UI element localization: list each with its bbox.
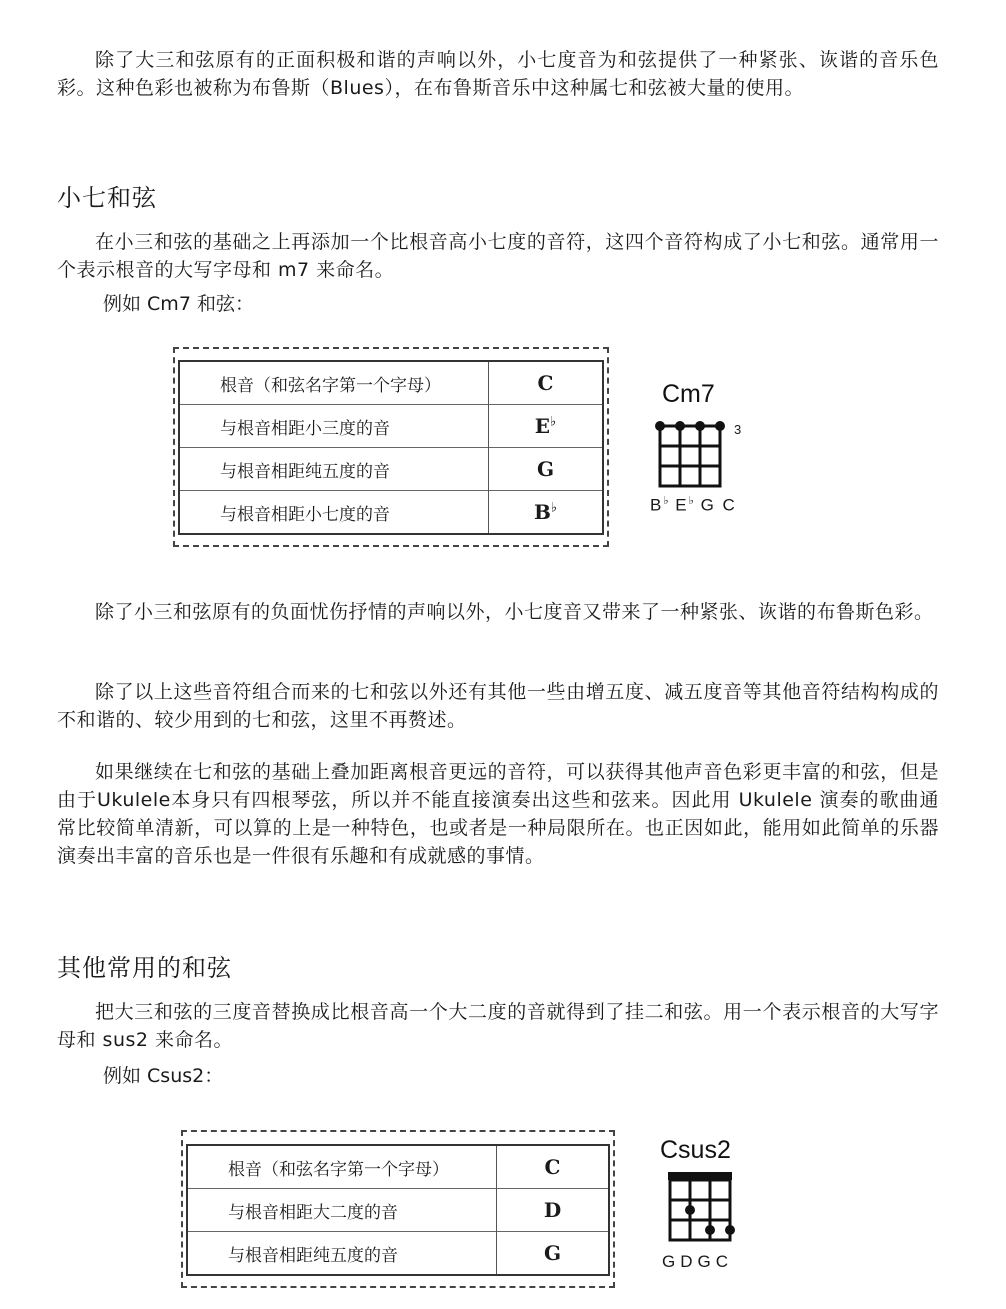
interval-desc: 与根音相距小七度的音: [179, 491, 489, 535]
interval-note: B♭: [489, 491, 604, 535]
chord-name: Cm7: [662, 380, 715, 408]
finger-dot: [675, 421, 685, 431]
cm7-chord-diagram: [640, 378, 770, 518]
minor7-paragraph: 在小三和弦的基础之上再添加一个比根音高小七度的音符，这四个音符构成了小七和弦。通常用一个表示根音的大写字母和 m7 来命名。: [57, 231, 939, 281]
heading-minor7: 小七和弦: [57, 184, 157, 212]
interval-note: C: [537, 371, 554, 395]
interval-desc: 根音（和弦名字第一个字母）: [179, 361, 489, 405]
finger-dot: [715, 421, 725, 431]
sus2-paragraph: 把大三和弦的三度音替换成比根音高一个大二度的音就得到了挂二和弦。用一个表示根音的大写字母和 sus2 来命名。: [57, 1001, 939, 1051]
table-row: [179, 405, 603, 448]
finger-dot: [685, 1205, 695, 1215]
intro-paragraph: 除了大三和弦原有的正面积极和谐的声响以外，小七度音为和弦提供了一种紧张、诙谐的音乐色彩。这种色彩也被称为布鲁斯（Blues），在布鲁斯音乐中这种属七和弦被大量的使用。: [57, 49, 939, 99]
fret-number: 3: [734, 422, 742, 437]
chord-name: Csus2: [660, 1136, 731, 1164]
interval-note: C: [544, 1155, 561, 1179]
table-row: [179, 448, 603, 491]
interval-desc: 与根音相距纯五度的音: [187, 1232, 497, 1276]
example-cm7-label: 例如 Cm7 和弦：: [103, 293, 254, 315]
csus2-interval-table: [186, 1144, 610, 1276]
interval-note: E♭: [489, 405, 604, 448]
fretboard-outline: [660, 426, 720, 486]
interval-desc: 与根音相距小三度的音: [179, 405, 489, 448]
string-names: GDGC: [662, 1252, 734, 1271]
heading-other-chords: 其他常用的和弦: [57, 954, 232, 982]
minor7-color-paragraph: 除了小三和弦原有的负面忧伤抒情的声响以外，小七度音又带来了一种紧张、诙谐的布鲁斯色彩。: [95, 601, 934, 623]
finger-dot: [695, 421, 705, 431]
finger-dot: [725, 1225, 735, 1235]
table-row: [187, 1145, 609, 1189]
table-row: [179, 361, 603, 405]
finger-dot: [705, 1225, 715, 1235]
interval-desc: 根音（和弦名字第一个字母）: [187, 1145, 497, 1189]
example-csus2-label: 例如 Csus2：: [103, 1065, 224, 1087]
interval-desc: 与根音相距大二度的音: [187, 1189, 497, 1232]
interval-note: G: [489, 448, 604, 491]
interval-note: D: [497, 1189, 610, 1232]
interval-desc: 与根音相距纯五度的音: [179, 448, 489, 491]
csus2-fretboard: [664, 1166, 764, 1248]
extended-chords-paragraph: 如果继续在七和弦的基础上叠加距离根音更远的音符，可以获得其他声音色彩更丰富的和弦，但是由于Ukulele本身只有四根琴弦，所以并不能直接演奏出这些和弦来。因此用 Ukulele 演奏的歌曲通常比较简单清新，可以算的上是一种特色，也或者是一种局限所在。也正因如此，能用如此简单的乐器演奏出丰富的音乐也是一件很有乐趣和有成就感的事情。: [57, 761, 939, 867]
csus2-chord-diagram: [650, 1134, 780, 1274]
cm7-interval-table: [178, 360, 604, 535]
table-row: [187, 1189, 609, 1232]
finger-dot: [655, 421, 665, 431]
string-names: B♭ E♭ G C: [650, 495, 737, 515]
fretboard-outline: [670, 1180, 730, 1240]
table-row: [179, 491, 603, 535]
interval-note: G: [497, 1232, 610, 1276]
table-row: [187, 1232, 609, 1276]
other-sevenths-paragraph: 除了以上这些音符组合而来的七和弦以外还有其他一些由增五度、减五度音等其他音符结构构成的不和谐的、较少用到的七和弦，这里不再赘述。: [57, 681, 939, 731]
